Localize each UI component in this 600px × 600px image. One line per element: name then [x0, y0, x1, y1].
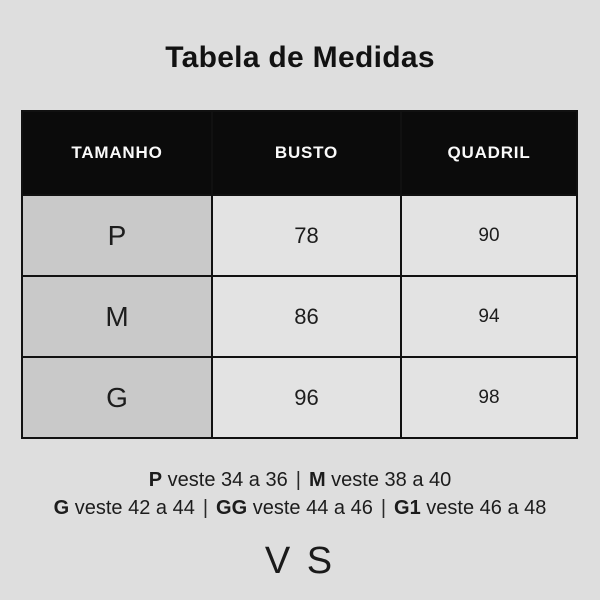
sizing-notes-line-1: [0, 466, 600, 494]
size-range: veste 38 a 40: [331, 469, 452, 491]
table-row: [23, 196, 576, 275]
header-cell-quadril: QUADRIL: [402, 112, 576, 194]
measurements-table: [21, 110, 578, 439]
separator: |: [202, 497, 209, 519]
sizing-notes: [0, 466, 600, 522]
page-title: Tabela de Medidas: [165, 41, 435, 74]
separator: |: [295, 469, 301, 491]
size-range: veste 34 a 36: [167, 469, 288, 491]
sizing-notes-line-2: [0, 494, 600, 522]
quadril-cell: 98: [402, 358, 576, 437]
size-cell: M: [23, 277, 211, 356]
size-range: veste 44 a 46: [252, 497, 373, 519]
busto-cell: 78: [213, 196, 400, 275]
size-label: GG: [216, 497, 248, 519]
header-cell-tamanho: TAMANHO: [23, 112, 211, 194]
size-label: P: [148, 469, 163, 491]
quadril-cell: 90: [402, 196, 576, 275]
size-cell: P: [23, 196, 211, 275]
busto-cell: 96: [213, 358, 400, 437]
table-header-row: [23, 112, 576, 194]
size-range: veste 46 a 48: [426, 497, 547, 519]
size-cell: G: [23, 358, 211, 437]
separator: |: [380, 497, 387, 519]
size-label: G: [53, 497, 70, 519]
size-label: G1: [394, 497, 421, 519]
table-row: [23, 277, 576, 356]
busto-cell: 86: [213, 277, 400, 356]
brand-logo: V S: [264, 540, 336, 582]
table-row: [23, 358, 576, 437]
header-cell-busto: BUSTO: [213, 112, 400, 194]
size-label: M: [308, 469, 326, 491]
size-range: veste 42 a 44: [74, 497, 195, 519]
quadril-cell: 94: [402, 277, 576, 356]
